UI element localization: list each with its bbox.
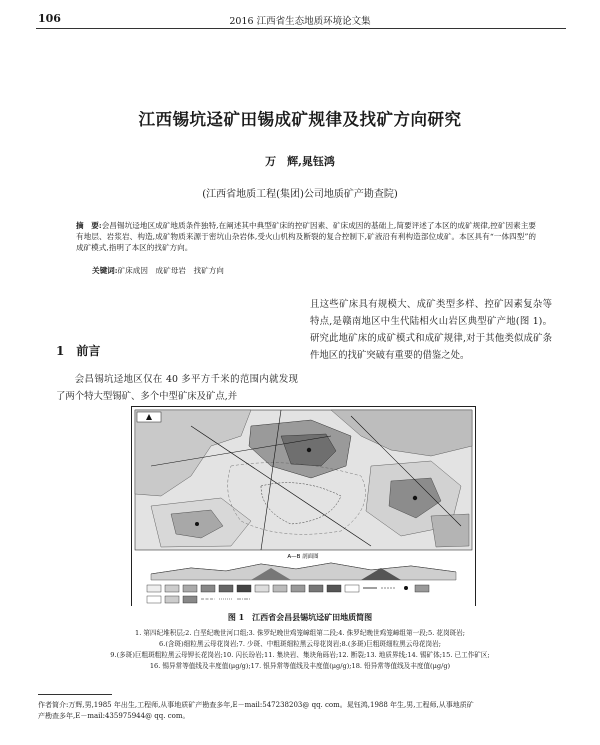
figure-legend bbox=[38, 628, 562, 672]
footnote-line: 产勘查多年,E－mail:435975944@ qq. com。 bbox=[38, 712, 190, 720]
body-text-left: 会昌锡坑迳地区仅在 40 多平方千米的范围内就发现了两个特大型锡矿、多个中型矿床及矿点,并 bbox=[56, 374, 298, 402]
legend-line: 1. 第四纪堆积层;2. 白垩纪晚世河口组;3. 侏罗纪晚世鸡笼嶂组第二段;4. 侏罗纪晚世鸡笼嶂组第一段;5. 花岗斑岩; bbox=[135, 629, 465, 637]
profile-label: A—B 剖面图 bbox=[287, 554, 319, 560]
header-rule bbox=[36, 28, 566, 29]
section-heading bbox=[56, 342, 100, 359]
section-number: 1 bbox=[56, 344, 65, 358]
author-line: 万 辉,晁钰鸿 bbox=[265, 155, 335, 168]
legend-line: 9.(多斑)巨粗斑粗粒黑云母钾长花岗岩;10. 闪长玢岩;11. 集块岩、集块角砾岩;12. 断裂;13. 地质界线;14. 锡矿体;15. 已工作矿区; bbox=[110, 651, 490, 659]
article-title: 江西锡坑迳矿田锡成矿规律及找矿方向研究 bbox=[138, 110, 462, 129]
keywords-label: 关键词: bbox=[92, 266, 118, 275]
body-text-right: 且这些矿床具有规模大、成矿类型多样、控矿因素复杂等特点,是赣南地区中生代陆相火山岩区典型矿产地(图 1)。研究此地矿床的成矿模式和成矿规律,对于其他类似成矿条件地区的找矿突破有重要的借鉴之处。 bbox=[310, 299, 552, 361]
page-number: 106 bbox=[38, 12, 61, 25]
footnote-rule bbox=[38, 694, 112, 695]
abstract bbox=[76, 220, 536, 254]
keywords-text: 矿床成因 成矿母岩 找矿方向 bbox=[117, 266, 224, 275]
running-header: 2016 江西省生态地质环境论文集 bbox=[229, 16, 371, 27]
author-footnote bbox=[38, 700, 562, 722]
abstract-text: 会昌锡坑迳地区成矿地质条件独特,在阐述其中典型矿床的控矿因素、矿床成因的基础上,简要评述了本区的成矿规律,控矿因素主要有地层、岩浆岩、构造,成矿物质来源于密坑山杂岩体,受火山机构及断裂的复合控制下,矿液沿有利构造部位成矿。本区具有“一体四型”的成矿模式,指明了本区的找矿方向。 bbox=[76, 221, 536, 253]
affiliation: (江西省地质工程(集团)公司地质矿产勘查院) bbox=[202, 189, 398, 200]
figure-caption: 图 1 江西省会昌县锡坑迳矿田地质简图 bbox=[227, 612, 373, 622]
legend-line: 6.(含斑)细粒黑云母花岗岩;7. 少斑、中粗斑细粒黑云母花岗岩;8.(多斑)巨粗斑细粒黑云母花岗岩; bbox=[159, 640, 441, 648]
section-title: 前言 bbox=[76, 344, 101, 358]
map-area bbox=[135, 410, 472, 550]
geological-map-figure bbox=[131, 406, 476, 606]
legend-line: 16. 锡异常等值线及丰度值(μg/g);17. 银异常等值线及丰度值(μg/g);18. 铅异常等值线及丰度值(μg/g) bbox=[149, 662, 451, 670]
footnote-line: 作者简介:万辉,男,1985 年出生,工程师,从事地质矿产勘查多年,E－mail:547238203@ qq. com。晁钰鸿,1988 年生,男,工程师,从事地质矿 bbox=[38, 701, 474, 709]
keywords bbox=[92, 265, 522, 276]
abstract-label: 摘 要: bbox=[76, 221, 102, 230]
